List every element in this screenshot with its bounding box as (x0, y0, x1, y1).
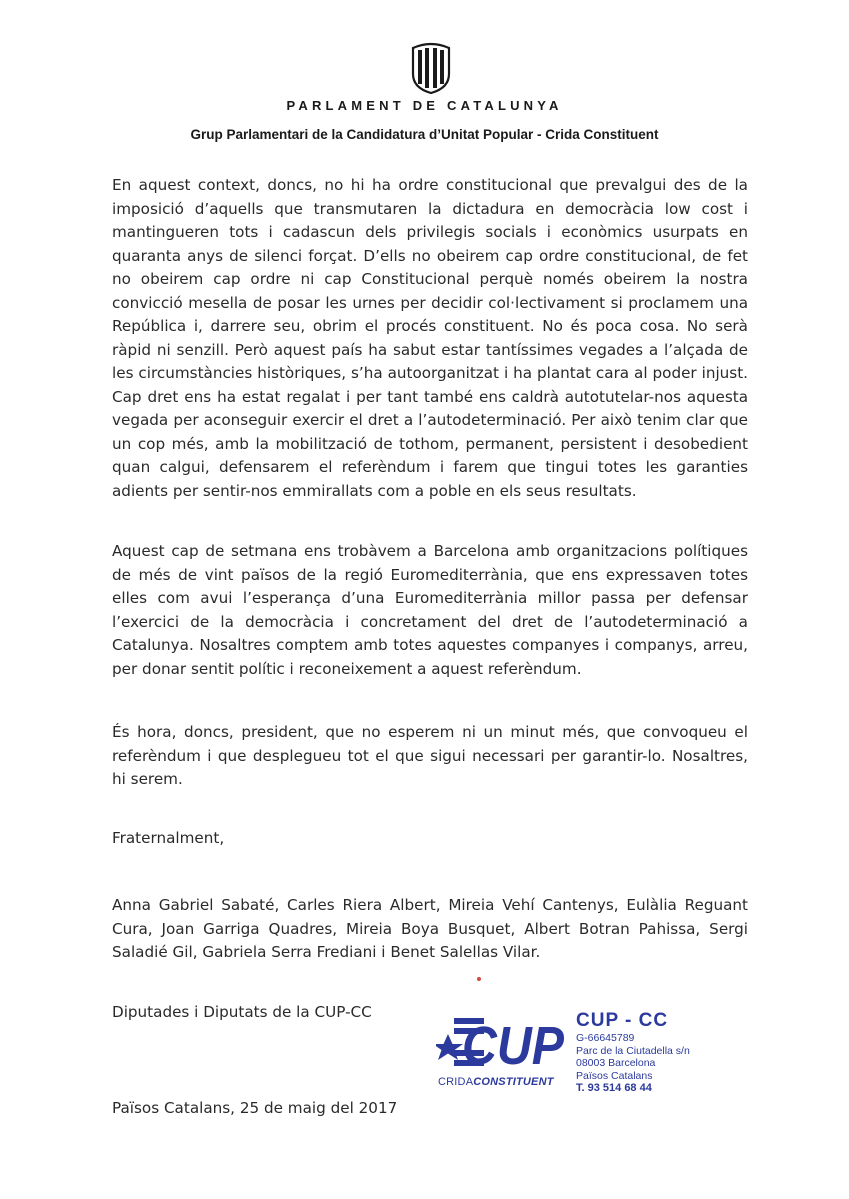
parliament-seal-icon (409, 42, 453, 94)
stamp-address-3: Països Catalans (576, 1069, 653, 1082)
stamp-details (576, 1032, 690, 1095)
stamp-tax-id: G-66645789 (576, 1032, 635, 1044)
party-stamp (436, 1012, 696, 1102)
letter-paragraph-2: Aquest cap de setmana ens trobàvem a Barcelona amb organitzacions polítiques de més de vint països de la regió Euromediterrània, que ens expressaven totes elles com avui l’esperança d’una Euromediterrània millor passa per defensar l’exercici de la democràcia i concretament del dret de l’autodeterminació a Catalunya. Nosaltres comptem amb totes aquestes companyes i companys, arreu, per donar sentit polític i reconeixement a aquest referèndum. (112, 542, 748, 678)
stamp-address-1: Parc de la Ciutadella s/n (576, 1044, 690, 1057)
cup-logo-icon (436, 1012, 566, 1102)
letter-paragraph-3: És hora, doncs, president, que no esperem ni un minut més, que convoqueu el referèndum i que desplegueu tot el que sigui necessari per garantir-lo. Nosaltres, hi serem. (112, 723, 748, 788)
stamp-organization: CUP - CC (576, 1010, 669, 1031)
letter-paragraph-1: En aquest context, doncs, no hi ha ordre constitucional que prevalgui des de la imposició d’aquells que transmutaren la dictadura en democràcia low cost i mantingueren tots i cadascun dels privilegis socials i econòmics usurpats en quaranta anys de silenci forçat. D’ells no obeirem cap ordre constitucional, de fet no obeirem cap ordre ni cap Constitucional perquè només obeirem la nostra convicció mesella de posar les urnes per decidir col·lectivament si proclamem una República i, darrere seu, obrim el procés constituent. No és poca cosa. No serà ràpid ni senzill. Però aquest país ha sabut estar tantíssimes vegades a l’alçada de les circumstàncies històriques, s’ha autoorganitzat i ha plantat cara al poder injust. Cap dret ens ha estat regalat i per tant també ens caldrà autotutelar-nos aquesta vegada per aconseguir exercir el dret a l’autodeterminació. Per això tenim clar que un cop més, amb la mobilització de tothom, permanent, persistent i desobedient quan calgui, defensarem el referèndum i farem que tingui totes les garanties adients per sentir-nos emmirallats com a poble en els seus resultats. (112, 176, 748, 500)
signatories-list: Anna Gabriel Sabaté, Carles Riera Albert, Mireia Vehí Cantenys, Eulàlia Reguant Cura, Joan Garriga Quadres, Mireia Boya Busquet, Albert Botran Pahissa, Sergi Saladié Gil, Gabriela Serra Frediani i Benet Salellas Vilar. (112, 896, 748, 961)
stamp-phone: T. 93 514 68 44 (576, 1082, 652, 1094)
parliament-name: PARLAMENT DE CATALUNYA (286, 98, 563, 113)
stamp-subtitle: CRIDACONSTITUENT (438, 1076, 554, 1088)
signatories-role: Diputades i Diputats de la CUP-CC (112, 1003, 372, 1021)
place-and-date: Països Catalans, 25 de maig del 2017 (112, 1099, 398, 1117)
logo-wordmark: CUP (462, 1016, 565, 1076)
letter-closing: Fraternalment, (112, 829, 225, 847)
parliamentary-group-name: Grup Parlamentari de la Candidatura d’Unitat Popular - Crida Constituent (190, 127, 659, 142)
ink-dot (477, 977, 481, 981)
stamp-address-2: 08003 Barcelona (576, 1057, 656, 1069)
